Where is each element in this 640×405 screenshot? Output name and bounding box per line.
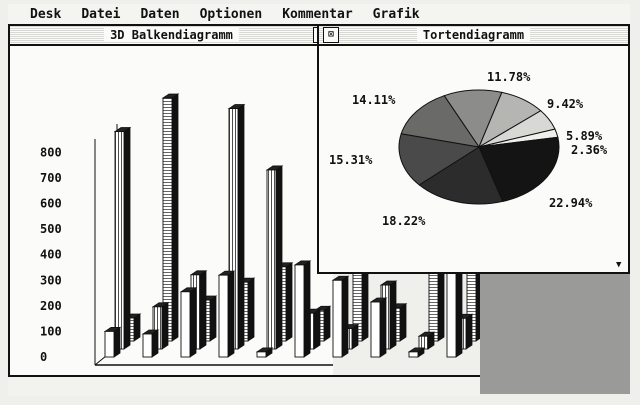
menu-kommentar[interactable]: Kommentar: [282, 6, 353, 22]
bar-84-series-1: [371, 298, 386, 357]
bar-front: [409, 352, 418, 357]
pie-chart-titlebar[interactable]: [319, 26, 628, 46]
bar-chart-titlebar[interactable]: [10, 26, 333, 46]
bar-81-series-1: [257, 348, 272, 357]
bar-79-series-1: [181, 288, 196, 357]
resize-icon[interactable]: ▼: [616, 260, 622, 270]
bar-side: [276, 166, 282, 349]
bar-side: [286, 263, 292, 341]
y-tick-label: 400: [40, 247, 62, 262]
pie-slice-label: 22.94%: [549, 196, 593, 210]
menu-datei[interactable]: Datei: [81, 6, 121, 22]
bar-85-series-2: [419, 332, 434, 349]
bar-side: [162, 303, 168, 349]
bar-side: [114, 327, 120, 357]
bar-front: [181, 292, 190, 357]
bar-83-series-1: [333, 276, 348, 357]
menu-optionen[interactable]: Optionen: [199, 6, 263, 22]
menu-grafik[interactable]: Grafik: [372, 6, 420, 22]
bar-front: [419, 336, 428, 349]
bar-front: [115, 132, 124, 349]
bar-side: [152, 330, 158, 357]
bar-side: [380, 298, 386, 357]
bar-77-series-2: [115, 128, 130, 349]
bar-side: [200, 271, 206, 349]
y-tick-label: 600: [40, 196, 62, 211]
bar-front: [105, 331, 114, 357]
bar-front: [219, 275, 228, 357]
pie-chart-window: [317, 24, 630, 274]
pie-slice-label: 2.36%: [571, 143, 608, 157]
y-tick-label: 200: [40, 298, 62, 313]
bar-side: [342, 276, 348, 357]
pie-slice-label: 9.42%: [547, 97, 584, 111]
menu-daten[interactable]: Daten: [140, 6, 180, 22]
bar-side: [190, 288, 196, 357]
bar-side: [304, 261, 310, 357]
pie-chart: [319, 44, 628, 272]
desktop-background: [480, 274, 630, 394]
bar-side: [400, 304, 406, 341]
bar-front: [295, 265, 304, 357]
bar-81-series-2: [267, 166, 282, 349]
bar-85-series-1: [409, 348, 424, 357]
bar-side: [210, 296, 216, 341]
pie-slice-label: 14.11%: [352, 93, 396, 107]
bar-chart: [10, 44, 333, 394]
pie-slice-label: 15.31%: [329, 153, 373, 167]
bar-front: [429, 264, 438, 341]
y-tick-label: 0: [40, 350, 48, 364]
bar-side: [228, 271, 234, 357]
bar-side: [124, 128, 130, 349]
pie-slice-label: 11.78%: [487, 70, 531, 84]
bar-side: [238, 105, 244, 349]
bar-front: [371, 302, 380, 357]
y-tick-label: 100: [40, 324, 62, 339]
bar-chart-window: [8, 24, 333, 394]
bar-78-series-1: [143, 330, 158, 357]
y-tick-label: 300: [40, 273, 62, 288]
bar-77-series-1: [105, 327, 120, 357]
bar-side: [248, 278, 254, 341]
pie-slice-label: 5.89%: [566, 129, 603, 143]
pie-chart-title: Tortendiagramm: [417, 28, 530, 42]
bar-side: [314, 309, 320, 349]
menu-desk[interactable]: Desk: [30, 6, 62, 22]
bar-82-series-1: [295, 261, 310, 357]
y-tick-label: 700: [40, 170, 62, 185]
bar-front: [257, 352, 266, 357]
bar-front: [143, 334, 152, 357]
bar-front: [267, 170, 276, 349]
bar-80-series-1: [219, 271, 234, 357]
y-tick-label: 800: [40, 145, 62, 160]
bar-front: [333, 280, 342, 357]
pie-close-icon[interactable]: ⊠: [323, 27, 339, 43]
bar-side: [172, 94, 178, 341]
horizontal-scrollbar[interactable]: [8, 375, 480, 396]
bar-side: [134, 314, 140, 341]
bar-side: [390, 281, 396, 349]
bar-side: [324, 306, 330, 341]
bar-chart-title: 3D Balkendiagramm: [104, 28, 239, 42]
pie-slice-label: 18.22%: [382, 214, 426, 228]
bar-side: [466, 314, 472, 349]
menu-bar: [8, 4, 630, 26]
y-tick-label: 500: [40, 222, 62, 237]
